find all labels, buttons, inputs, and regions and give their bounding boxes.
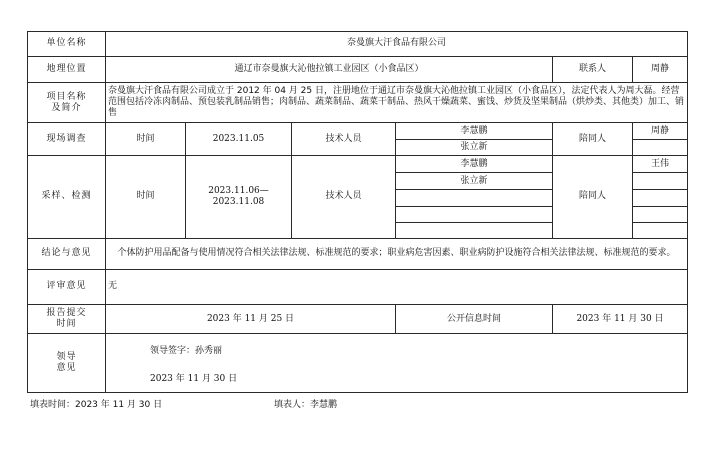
conclusion-label: 结论与意见 [28, 238, 106, 269]
conclusion-row [28, 238, 688, 269]
site-survey-row [28, 123, 688, 140]
sampling-accompany-name [633, 206, 688, 222]
leader-row [28, 333, 688, 392]
sampling-tech-name: 张立新 [396, 173, 553, 190]
contact-label: 联系人 [553, 56, 633, 83]
project-row [28, 83, 688, 123]
site-accompany-name [633, 140, 688, 156]
site-accompany-label: 陪同人 [553, 123, 633, 156]
sampling-accompany-name: 王伟 [633, 156, 688, 173]
sampling-time-label: 时间 [106, 156, 186, 238]
leader-label-line1: 领导 [56, 351, 77, 362]
location-value: 通辽市奈曼旗大沁他拉镇工业园区（小食品区） [106, 56, 553, 83]
site-tech-label: 技术人员 [292, 123, 396, 156]
site-tech-name: 张立新 [396, 140, 553, 156]
report-time-value: 2023 年 11 月 25 日 [106, 305, 396, 334]
report-label-line2: 时间 [56, 319, 77, 329]
info-disclosure-form [27, 31, 688, 393]
leader-label-line2: 意见 [56, 362, 77, 373]
report-row [28, 305, 688, 334]
site-accompany-name: 周静 [633, 123, 688, 140]
report-label [28, 305, 106, 334]
unit-row [28, 32, 688, 57]
location-label: 地理位置 [28, 56, 106, 83]
contact-value: 周静 [633, 56, 688, 83]
review-label: 评审意见 [28, 269, 106, 304]
sampling-accompany-name [633, 173, 688, 190]
review-value: 无 [106, 269, 688, 304]
sampling-accompany-name [633, 190, 688, 206]
fill-time: 填表时间：2023 年 11 月 30 日 [30, 400, 163, 410]
leader-signature: 领导签字：孙秀丽 [150, 345, 223, 356]
leader-label [28, 333, 106, 392]
sampling-accompany-label: 陪同人 [553, 156, 633, 238]
site-time-label: 时间 [106, 123, 186, 156]
conclusion-value: 个体防护用品配备与使用情况符合相关法律法规、标准规范的要求；职业病危害因素、职业病防护设施符合相关法律法规、标准规范的要求。 [106, 238, 688, 269]
sampling-accompany-name [633, 222, 688, 238]
review-row [28, 269, 688, 304]
leader-opinion-box [106, 333, 688, 392]
project-label-line2: 及简介 [51, 102, 82, 113]
sampling-tech-label: 技术人员 [292, 156, 396, 238]
site-time-value: 2023.11.05 [186, 123, 292, 156]
site-tech-name: 李慧鹏 [396, 123, 553, 140]
sampling-time-value: 2023.11.06—2023.11.08 [186, 156, 292, 238]
public-info-label: 公开信息时间 [396, 305, 553, 334]
project-label [28, 83, 106, 123]
sampling-tech-name [396, 190, 553, 206]
filler-name: 填表人：李慧鹏 [274, 400, 338, 410]
project-description: 奈曼旗大汗食品有限公司成立于 2012 年 04 月 25 日，注册地位于通辽市奈曼旗大沁他拉镇工业园区（小食品区），法定代表人为周大磊。经营范围包括冷冻肉制品、预包装乳制品销售；肉制品、蔬菜制品、蔬菜干制品、热风干燥蔬菜、蜜饯、炒货及坚果制品（烘炒类、其他类）加工、销售 [106, 83, 688, 123]
project-label-line1: 项目名称 [46, 91, 87, 102]
unit-label: 单位名称 [28, 32, 106, 57]
site-survey-label: 现场调查 [28, 123, 106, 156]
sampling-tech-name [396, 222, 553, 238]
public-info-value: 2023 年 11 月 30 日 [553, 305, 688, 334]
sampling-row [28, 156, 688, 173]
report-label-line1: 报告提交 [46, 308, 87, 318]
sampling-tech-name [396, 206, 553, 222]
unit-value: 奈曼旗大汗食品有限公司 [106, 32, 688, 57]
location-row [28, 56, 688, 83]
sampling-tech-name: 李慧鹏 [396, 156, 553, 173]
sampling-label: 采样、检测 [28, 156, 106, 238]
leader-date: 2023 年 11 月 30 日 [150, 373, 238, 384]
